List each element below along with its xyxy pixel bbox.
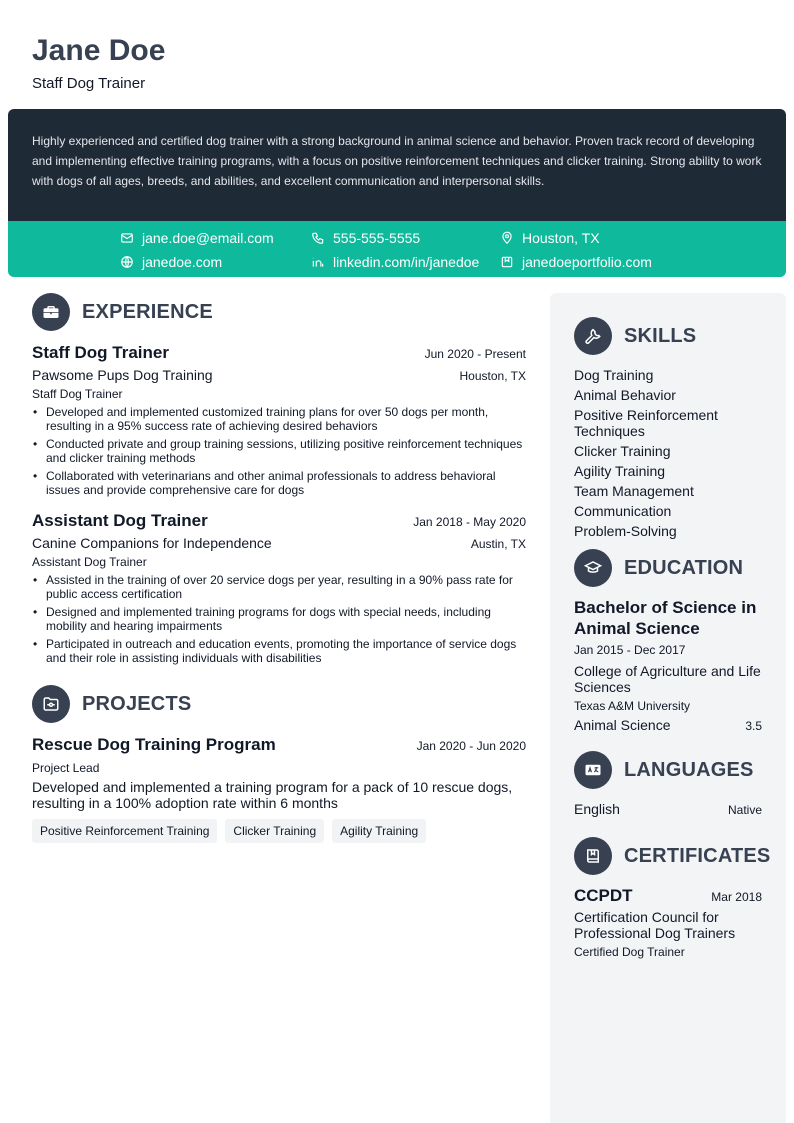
job-company: Pawsome Pups Dog Training xyxy=(32,367,213,383)
skill-item: Animal Behavior xyxy=(574,387,676,403)
contact-website[interactable] xyxy=(120,253,222,271)
job-role: Assistant Dog Trainer xyxy=(32,555,147,569)
skills-title: SKILLS xyxy=(624,324,697,347)
certificate-entry xyxy=(574,885,762,959)
project-tag: Agility Training xyxy=(332,819,426,843)
projects-heading xyxy=(32,685,526,723)
email-text: jane.doe@email.com xyxy=(142,230,274,246)
project-title: Rescue Dog Training Program xyxy=(32,735,276,754)
project-tags xyxy=(32,819,526,843)
job-bullet: • Designed and implemented training programs for dogs with special needs, including mobility and hearing impairments xyxy=(32,605,526,633)
phone-text: 555-555-5555 xyxy=(333,230,421,246)
skill-item: Positive Reinforcement Techniques xyxy=(574,407,718,439)
job-title: Assistant Dog Trainer xyxy=(32,511,208,530)
certificate-name: CCPDT xyxy=(574,886,633,905)
summary-section xyxy=(8,109,786,221)
education-heading xyxy=(574,549,762,587)
project-role: Project Lead xyxy=(32,761,100,775)
graduation-cap-icon xyxy=(574,549,612,587)
languages-title: LANGUAGES xyxy=(624,758,754,781)
job-location: Houston, TX xyxy=(459,369,526,383)
main-column xyxy=(32,293,526,843)
job-company: Canine Companions for Independence xyxy=(32,535,272,551)
contact-bar xyxy=(8,221,786,277)
job-bullets xyxy=(32,573,526,665)
education-gpa: 3.5 xyxy=(745,719,762,733)
skill-item: Problem-Solving xyxy=(574,523,677,539)
education-field: Animal Science xyxy=(574,717,671,733)
education-entry xyxy=(574,597,762,733)
job-entry xyxy=(32,343,526,497)
project-tag: Positive Reinforcement Training xyxy=(32,819,217,843)
job-bullet: • Developed and implemented customized training plans for over 50 dogs per month, resulting in a 95% success rate of achieving desired behaviors xyxy=(32,405,526,433)
university-name: Texas A&M University xyxy=(574,699,691,713)
contact-phone[interactable] xyxy=(311,229,420,247)
job-bullets xyxy=(32,405,526,497)
project-date: Jan 2020 - Jun 2020 xyxy=(416,739,526,753)
job-bullet: • Assisted in the training of over 20 service dogs per year, resulting in a 90% pass rate for public access certification xyxy=(32,573,526,601)
linkedin-text: linkedin.com/in/janedoe xyxy=(333,254,480,270)
linkedin-icon xyxy=(311,255,325,269)
certificate-date: Mar 2018 xyxy=(711,890,762,904)
portfolio-icon xyxy=(500,255,514,269)
experience-heading xyxy=(32,293,526,331)
certificate-issuer: Certification Council for Professional Dog Trainers xyxy=(574,909,736,941)
skills-heading xyxy=(574,317,762,355)
folder-icon xyxy=(32,685,70,723)
project-description: Developed and implemented a training program for a pack of 10 rescue dogs, resulting in a 100% adoption rate within 6 months xyxy=(32,779,513,811)
certificate-book-icon xyxy=(574,837,612,875)
location-text: Houston, TX xyxy=(522,230,600,246)
website-text: janedoe.com xyxy=(142,254,223,270)
job-title: Staff Dog Trainer xyxy=(32,343,169,362)
job-bullet: • Collaborated with veterinarians and other animal professionals to address behavioral issues and provide comprehensive care for dogs xyxy=(32,469,526,497)
skill-item: Dog Training xyxy=(574,367,654,383)
experience-title: EXPERIENCE xyxy=(82,300,213,323)
job-entry xyxy=(32,511,526,665)
phone-icon xyxy=(311,231,325,245)
summary-text: Highly experienced and certified dog trainer with a strong background in animal science and behavior. Proven track record of developing and implementing effective training programs, with a focus on positive reinforcement techniques and clicker training. Strong ability to work with dogs of all ages, breeds, and abilities, and excellent communication and interpersonal skills. xyxy=(32,134,762,188)
candidate-title: Staff Dog Trainer xyxy=(32,75,146,92)
skill-item: Clicker Training xyxy=(574,443,671,459)
education-title: EDUCATION xyxy=(624,556,744,579)
job-role: Staff Dog Trainer xyxy=(32,387,123,401)
contact-location xyxy=(500,229,600,247)
job-bullet: • Conducted private and group training sessions, utilizing positive reinforcement techniques and clicker training methods xyxy=(32,437,526,465)
resume-header xyxy=(32,34,165,93)
job-bullet: • Participated in outreach and education events, promoting the importance of service dogs and their role in assisting individuals with disabilities xyxy=(32,637,526,665)
portfolio-text: janedoeportfolio.com xyxy=(522,254,652,270)
certificates-title: CERTIFICATES xyxy=(624,844,771,867)
sidebar-column xyxy=(550,293,786,1123)
project-entry xyxy=(32,735,526,843)
envelope-icon xyxy=(120,231,134,245)
skill-item: Agility Training xyxy=(574,463,666,479)
map-pin-icon xyxy=(500,231,514,245)
language-name: English xyxy=(574,801,620,817)
certificates-heading xyxy=(574,837,771,875)
contact-email[interactable] xyxy=(120,229,274,247)
certificate-title: Certified Dog Trainer xyxy=(574,945,685,959)
contact-linkedin[interactable] xyxy=(311,253,479,271)
project-tag: Clicker Training xyxy=(225,819,324,843)
wrench-icon xyxy=(574,317,612,355)
languages-heading xyxy=(574,751,762,789)
projects-title: PROJECTS xyxy=(82,692,192,715)
skill-item: Communication xyxy=(574,503,672,519)
job-location: Austin, TX xyxy=(470,537,526,551)
language-level: Native xyxy=(727,803,762,817)
contact-portfolio[interactable] xyxy=(500,253,652,271)
skills-list xyxy=(574,367,762,539)
translate-icon xyxy=(574,751,612,789)
job-date: Jan 2018 - May 2020 xyxy=(413,515,526,529)
candidate-name: Jane Doe xyxy=(32,34,166,67)
college-name: College of Agriculture and Life Sciences xyxy=(574,663,761,695)
job-date: Jun 2020 - Present xyxy=(424,347,526,361)
briefcase-icon xyxy=(32,293,70,331)
skill-item: Team Management xyxy=(574,483,694,499)
globe-icon xyxy=(120,255,134,269)
education-date: Jan 2015 - Dec 2017 xyxy=(574,643,686,657)
language-item xyxy=(574,801,762,817)
degree-title: Bachelor of Science in Animal Science xyxy=(574,598,757,638)
